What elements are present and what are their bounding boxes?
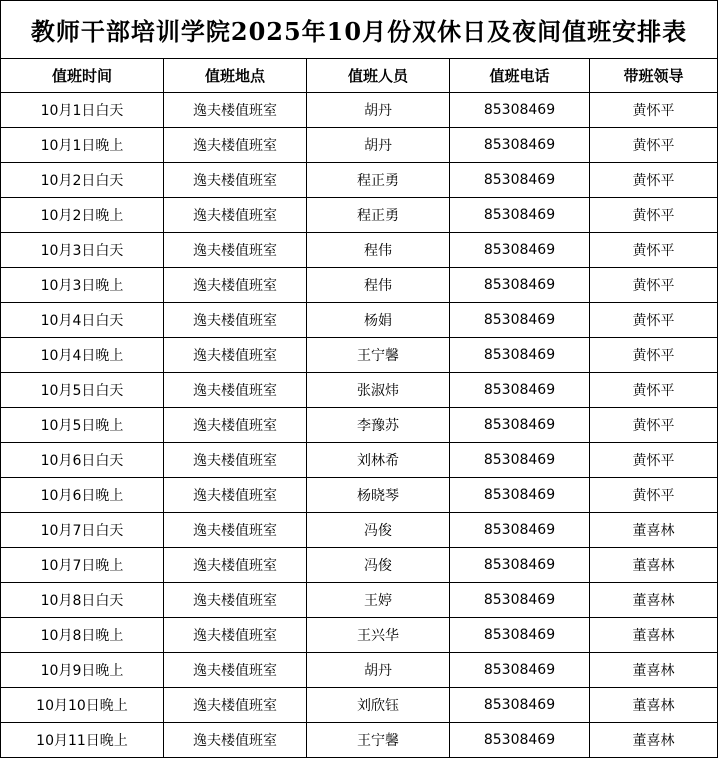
cell-duty-time: 10月4日白天: [1, 303, 164, 338]
cell-duty-location: 逸夫楼值班室: [164, 128, 307, 163]
cell-duty-location: 逸夫楼值班室: [164, 408, 307, 443]
table-row: [1, 723, 718, 758]
cell-lead: 董喜林: [590, 618, 718, 653]
cell-duty-time: 10月8日白天: [1, 583, 164, 618]
cell-duty-phone: 85308469: [450, 513, 590, 548]
cell-duty-location: 逸夫楼值班室: [164, 618, 307, 653]
table-row: [1, 268, 718, 303]
cell-duty-time: 10月5日晚上: [1, 408, 164, 443]
table-row: [1, 128, 718, 163]
cell-duty-time: 10月3日晚上: [1, 268, 164, 303]
cell-duty-phone: 85308469: [450, 688, 590, 723]
header-lead: 带班领导: [590, 59, 718, 93]
cell-lead: 董喜林: [590, 723, 718, 758]
cell-duty-phone: 85308469: [450, 583, 590, 618]
cell-duty-phone: 85308469: [450, 373, 590, 408]
cell-duty-location: 逸夫楼值班室: [164, 548, 307, 583]
cell-duty-time: 10月5日白天: [1, 373, 164, 408]
cell-duty-location: 逸夫楼值班室: [164, 513, 307, 548]
cell-duty-phone: 85308469: [450, 268, 590, 303]
cell-duty-time: 10月10日晚上: [1, 688, 164, 723]
table-row: [1, 233, 718, 268]
table-row: [1, 338, 718, 373]
cell-duty-location: 逸夫楼值班室: [164, 163, 307, 198]
cell-lead: 黄怀平: [590, 303, 718, 338]
cell-duty-phone: 85308469: [450, 548, 590, 583]
cell-duty-time: 10月1日白天: [1, 93, 164, 128]
cell-duty-phone: 85308469: [450, 443, 590, 478]
cell-duty-location: 逸夫楼值班室: [164, 653, 307, 688]
cell-duty-phone: 85308469: [450, 723, 590, 758]
cell-duty-person: 王宁馨: [307, 723, 450, 758]
cell-duty-location: 逸夫楼值班室: [164, 198, 307, 233]
cell-duty-time: 10月9日晚上: [1, 653, 164, 688]
cell-duty-time: 10月3日白天: [1, 233, 164, 268]
cell-duty-person: 胡丹: [307, 93, 450, 128]
cell-lead: 黄怀平: [590, 233, 718, 268]
cell-duty-time: 10月1日晚上: [1, 128, 164, 163]
table-row: [1, 408, 718, 443]
cell-lead: 黄怀平: [590, 443, 718, 478]
cell-duty-person: 张淑炜: [307, 373, 450, 408]
cell-lead: 董喜林: [590, 653, 718, 688]
table-row: [1, 653, 718, 688]
cell-duty-phone: 85308469: [450, 198, 590, 233]
cell-lead: 黄怀平: [590, 338, 718, 373]
cell-duty-time: 10月6日晚上: [1, 478, 164, 513]
cell-lead: 黄怀平: [590, 268, 718, 303]
cell-duty-location: 逸夫楼值班室: [164, 443, 307, 478]
page-title: 教师干部培训学院2025年10月份双休日及夜间值班安排表: [0, 0, 718, 58]
cell-duty-person: 胡丹: [307, 653, 450, 688]
cell-duty-time: 10月8日晚上: [1, 618, 164, 653]
table-row: [1, 478, 718, 513]
header-duty-person: 值班人员: [307, 59, 450, 93]
cell-duty-phone: 85308469: [450, 163, 590, 198]
cell-duty-time: 10月2日晚上: [1, 198, 164, 233]
table-row: [1, 513, 718, 548]
table-row: [1, 93, 718, 128]
table-body: [1, 93, 718, 758]
cell-duty-person: 程伟: [307, 233, 450, 268]
table-row: [1, 303, 718, 338]
cell-duty-location: 逸夫楼值班室: [164, 93, 307, 128]
cell-duty-location: 逸夫楼值班室: [164, 478, 307, 513]
cell-lead: 董喜林: [590, 513, 718, 548]
cell-duty-location: 逸夫楼值班室: [164, 268, 307, 303]
cell-lead: 董喜林: [590, 583, 718, 618]
cell-duty-phone: 85308469: [450, 618, 590, 653]
cell-lead: 黄怀平: [590, 163, 718, 198]
cell-lead: 黄怀平: [590, 478, 718, 513]
cell-duty-person: 刘欣钰: [307, 688, 450, 723]
cell-duty-person: 冯俊: [307, 548, 450, 583]
table-row: [1, 443, 718, 478]
cell-lead: 董喜林: [590, 688, 718, 723]
cell-duty-person: 胡丹: [307, 128, 450, 163]
cell-lead: 董喜林: [590, 548, 718, 583]
cell-duty-location: 逸夫楼值班室: [164, 338, 307, 373]
cell-lead: 黄怀平: [590, 408, 718, 443]
cell-duty-location: 逸夫楼值班室: [164, 583, 307, 618]
table-row: [1, 373, 718, 408]
table-row: [1, 688, 718, 723]
cell-duty-person: 程伟: [307, 268, 450, 303]
cell-duty-location: 逸夫楼值班室: [164, 303, 307, 338]
table-row: [1, 583, 718, 618]
cell-duty-person: 程正勇: [307, 198, 450, 233]
cell-duty-location: 逸夫楼值班室: [164, 723, 307, 758]
cell-duty-phone: 85308469: [450, 128, 590, 163]
cell-duty-person: 王婷: [307, 583, 450, 618]
cell-duty-time: 10月7日白天: [1, 513, 164, 548]
cell-duty-person: 杨晓琴: [307, 478, 450, 513]
cell-duty-person: 王兴华: [307, 618, 450, 653]
cell-duty-phone: 85308469: [450, 653, 590, 688]
cell-duty-person: 程正勇: [307, 163, 450, 198]
table-row: [1, 548, 718, 583]
cell-lead: 黄怀平: [590, 93, 718, 128]
cell-duty-location: 逸夫楼值班室: [164, 688, 307, 723]
cell-duty-person: 王宁馨: [307, 338, 450, 373]
cell-duty-phone: 85308469: [450, 408, 590, 443]
header-duty-time: 值班时间: [1, 59, 164, 93]
cell-duty-phone: 85308469: [450, 338, 590, 373]
cell-lead: 黄怀平: [590, 128, 718, 163]
header-duty-phone: 值班电话: [450, 59, 590, 93]
cell-duty-person: 李豫苏: [307, 408, 450, 443]
duty-table: [0, 58, 718, 758]
cell-duty-time: 10月6日白天: [1, 443, 164, 478]
cell-duty-phone: 85308469: [450, 478, 590, 513]
cell-duty-person: 刘林希: [307, 443, 450, 478]
cell-duty-phone: 85308469: [450, 233, 590, 268]
cell-duty-person: 冯俊: [307, 513, 450, 548]
cell-duty-location: 逸夫楼值班室: [164, 233, 307, 268]
cell-duty-location: 逸夫楼值班室: [164, 373, 307, 408]
cell-duty-person: 杨娟: [307, 303, 450, 338]
header-row: [1, 59, 718, 93]
cell-duty-time: 10月2日白天: [1, 163, 164, 198]
table-row: [1, 198, 718, 233]
cell-duty-phone: 85308469: [450, 303, 590, 338]
table-row: [1, 163, 718, 198]
table-row: [1, 618, 718, 653]
cell-duty-time: 10月7日晚上: [1, 548, 164, 583]
header-duty-location: 值班地点: [164, 59, 307, 93]
cell-lead: 黄怀平: [590, 198, 718, 233]
cell-duty-time: 10月11日晚上: [1, 723, 164, 758]
cell-duty-phone: 85308469: [450, 93, 590, 128]
cell-lead: 黄怀平: [590, 373, 718, 408]
cell-duty-time: 10月4日晚上: [1, 338, 164, 373]
